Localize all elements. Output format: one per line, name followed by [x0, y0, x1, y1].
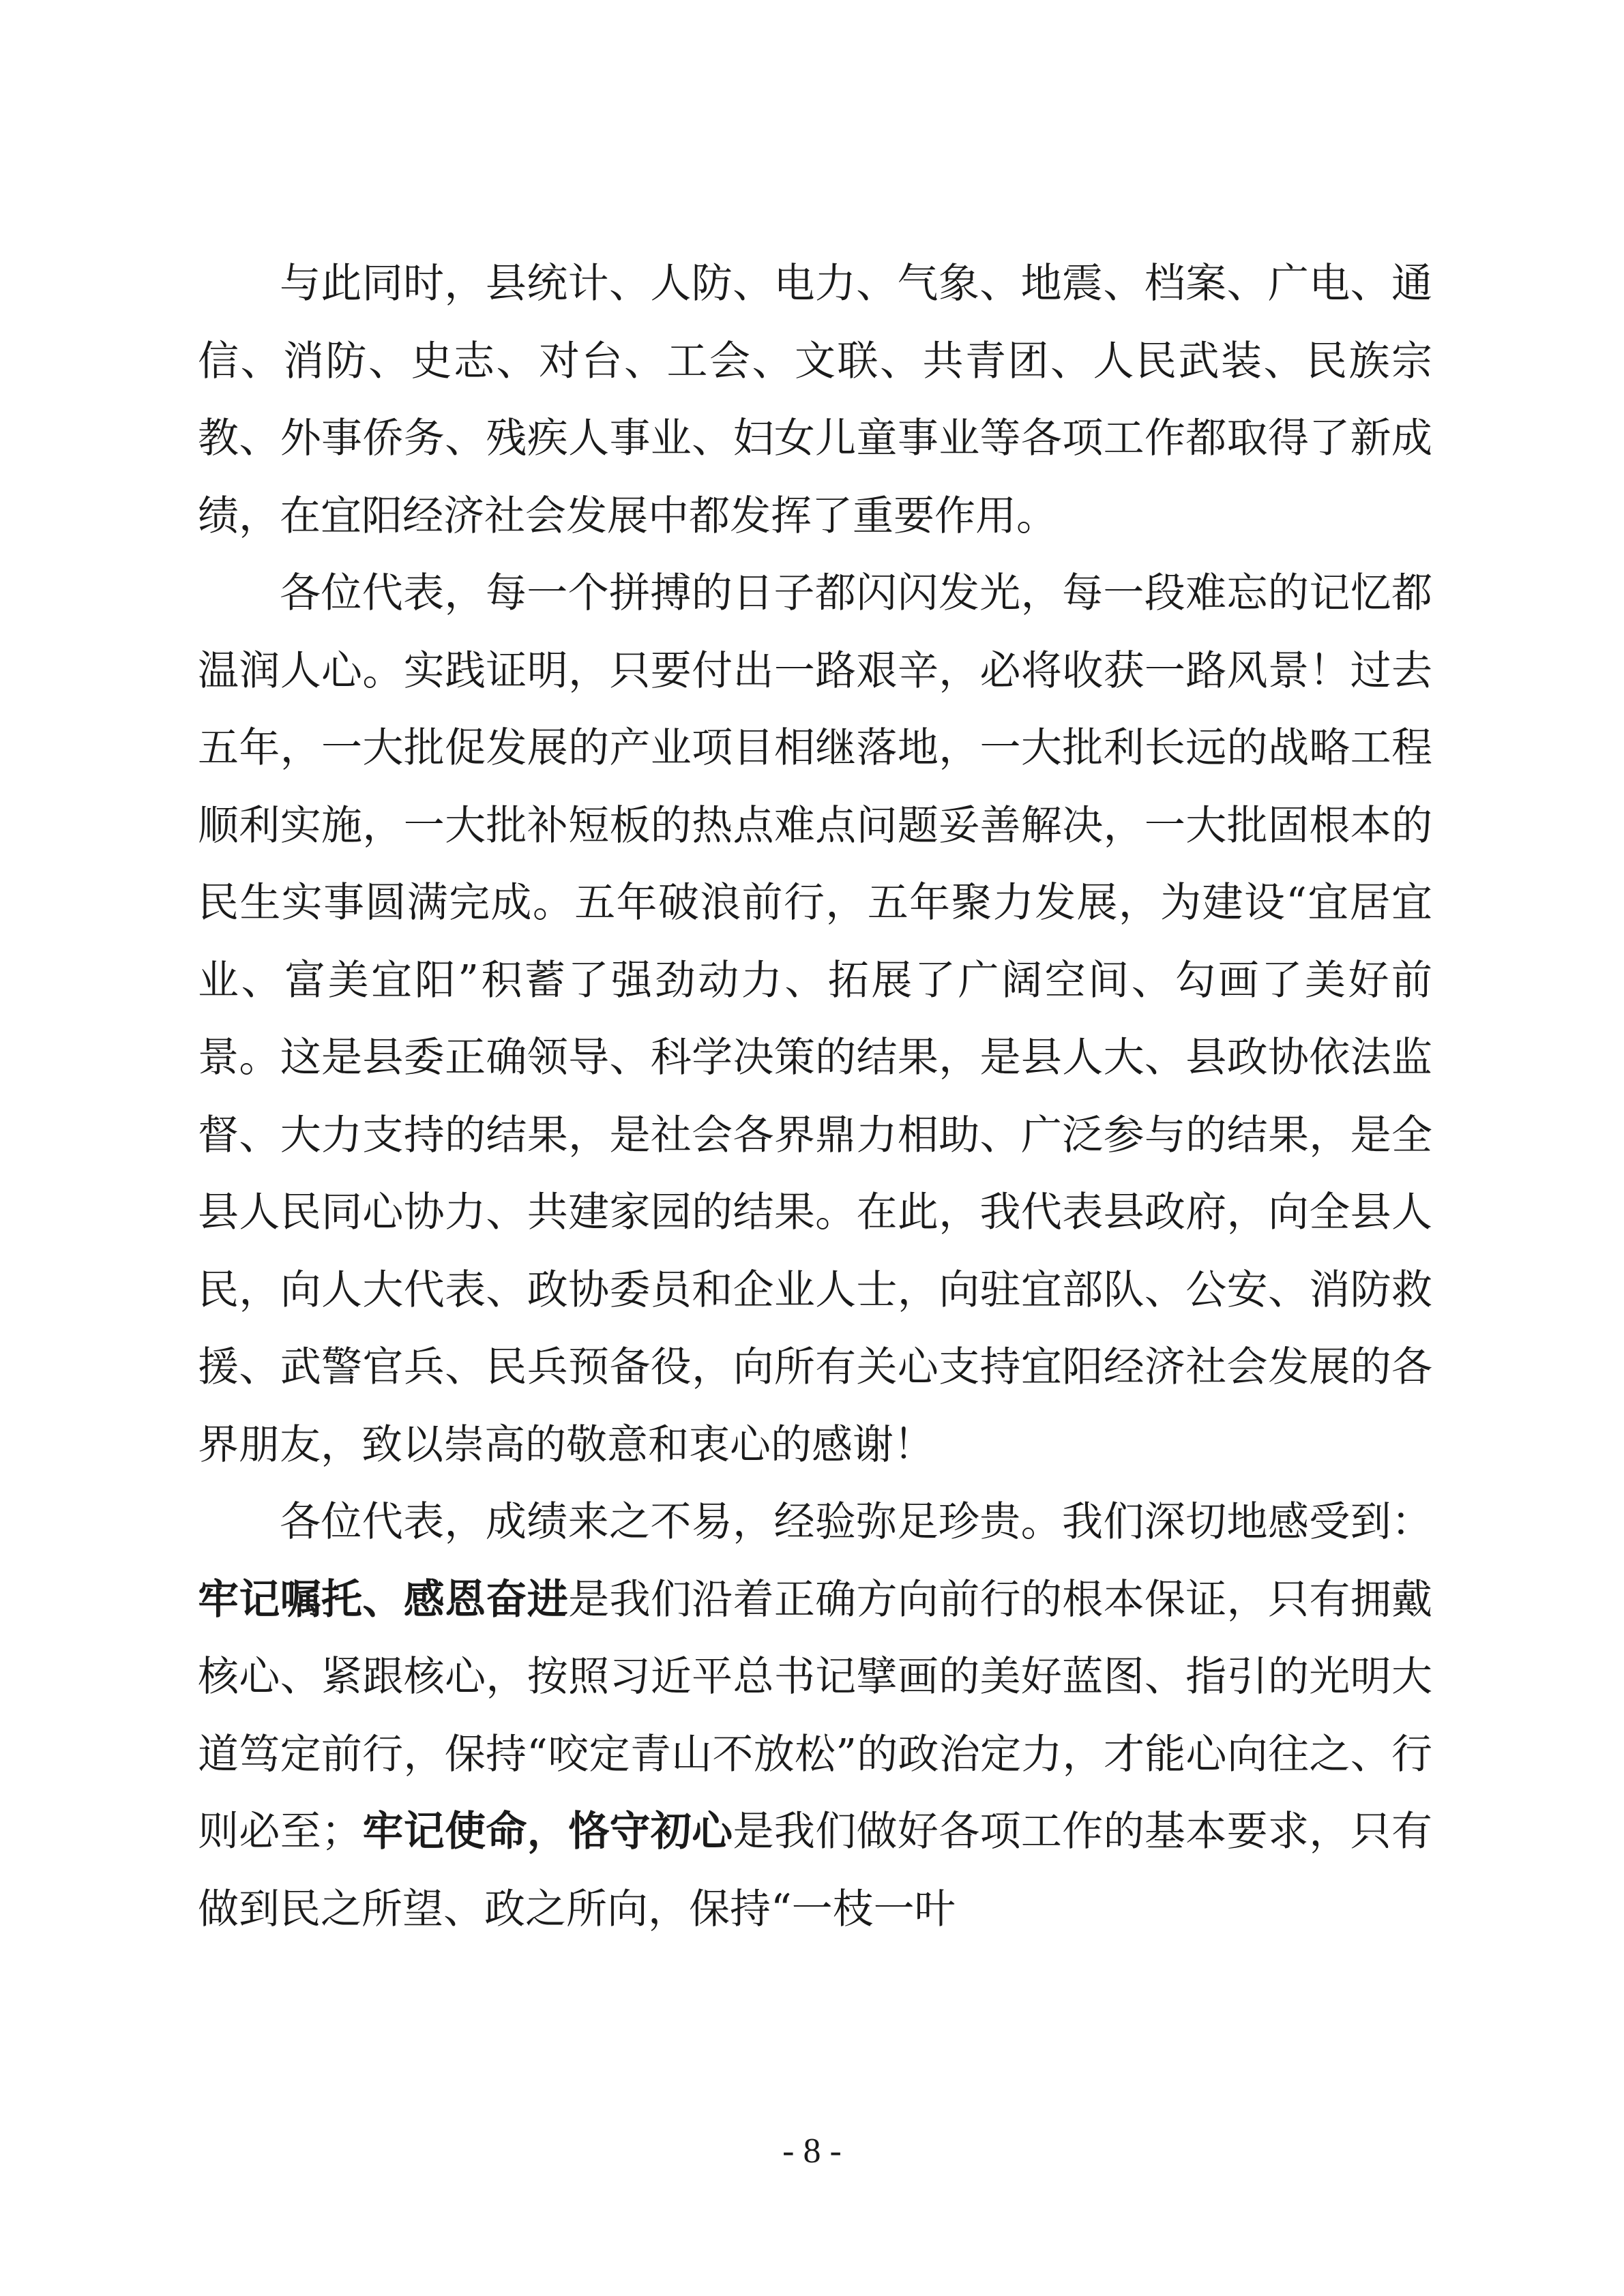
- page-number: - 8 -: [782, 2132, 842, 2171]
- bold-emphasis: 牢记使命，恪守初心: [362, 1808, 733, 1855]
- paragraph-thanks: [198, 555, 1432, 1484]
- paragraph-text: 是我们沿着正确方向前行的根本保证，只有拥戴核心、紧跟核心，按照习近平总书记擘画的美好蓝图、指引的光明大道笃定前行，保持“咬定青山不放松”的政治定力，才能心向往之、行则必至；: [198, 1575, 1433, 1855]
- paragraph-achievements: [198, 245, 1432, 555]
- paragraph-experience: [198, 1484, 1432, 1948]
- paragraph-text: 各位代表，成绩来之不易，经验弥足珍贵。我们深切地感受到：: [280, 1498, 1432, 1546]
- bold-emphasis: 牢记嘱托、感恩奋进: [198, 1575, 569, 1624]
- paragraph-text: 是我们做好各项工作的基本要求，只有做到民之所望、政之所向，保持“一枝一叶: [198, 1808, 1433, 1933]
- body-text: [198, 245, 1432, 1948]
- paragraph-text: 各位代表，每一个拼搏的日子都闪闪发光，每一段难忘的记忆都温润人心。实践证明，只要付出一路艰辛，必将收获一路风景！过去五年，一大批促发展的产业项目相继落地，一大批利长远的战略工程顺利实施，一大批补短板的热点难点问题妥善解决，一大批固根本的民生实事圆满完成。五年破浪前行，五年聚力发展，为建设“宜居宜业、富美宜阳”积蓄了强劲动力、拓展了广阔空间、勾画了美好前景。这是县委正确领导、科学决策的结果，是县人大、县政协依法监督、大力支持的结果，是社会各界鼎力相助、广泛参与的结果，是全县人民同心协力、共建家园的结果。在此，我代表县政府，向全县人民，向人大代表、政协委员和企业人士，向驻宜部队、公安、消防救援、武警官兵、民兵预备役，向所有关心支持宜阳经济社会发展的各界朋友，致以崇高的敬意和衷心的感谢！: [198, 569, 1432, 1469]
- paragraph-text: 与此同时，县统计、人防、电力、气象、地震、档案、广电、通信、消防、史志、对台、工会、文联、共青团、人民武装、民族宗教、外事侨务、残疾人事业、妇女儿童事业等各项工作都取得了新成绩，在宜阳经济社会发展中都发挥了重要作用。: [198, 260, 1432, 540]
